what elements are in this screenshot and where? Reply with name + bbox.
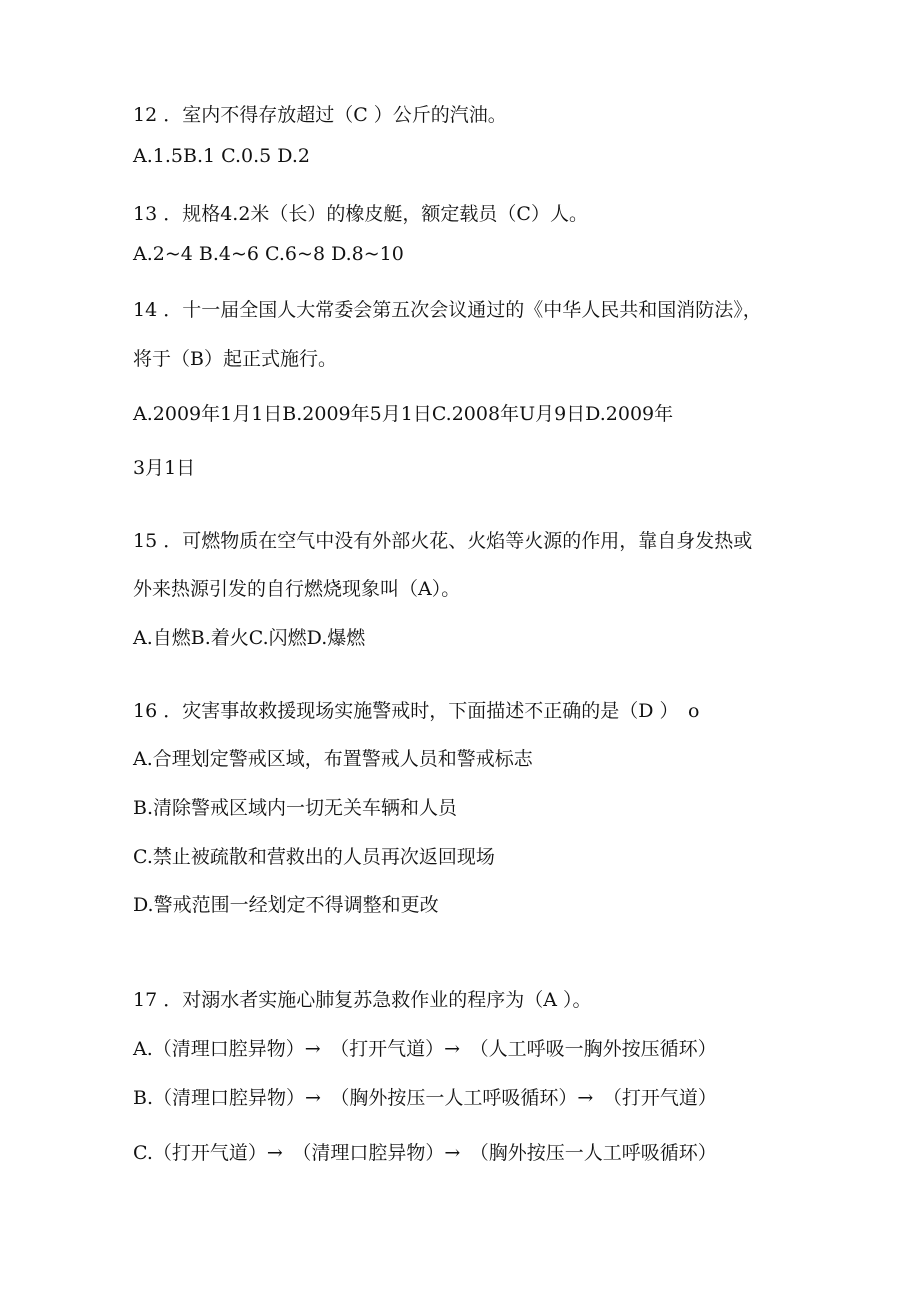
question-16-option-a: A.合理划定警戒区域，布置警戒人员和警戒标志 [133,748,533,770]
question-13-stem: 13 ．规格4.2米（长）的橡皮艇，额定载员（C）人。 [133,203,588,225]
question-17-option-b: B.（清理口腔异物）→ （胸外按压一人工呼吸循环）→ （打开气道） [133,1087,717,1109]
question-14-stem-line-2: 将于（B）起正式施行。 [133,348,337,370]
question-12-stem: 12 ．室内不得存放超过（C ）公斤的汽油。 [133,104,507,126]
question-17-option-a: A.（清理口腔异物）→ （打开气道）→ （人工呼吸一胸外按压循环） [133,1038,717,1060]
question-13-options: A.2~4 B.4~6 C.6~8 D.8~10 [133,243,404,265]
question-17-option-c: C.（打开气道）→ （清理口腔异物）→ （胸外按压一人工呼吸循环） [133,1142,717,1164]
question-14-stem-line-1: 14 ．十一届全国人大常委会第五次会议通过的《中华人民共和国消防法》， [133,299,762,321]
question-14-options-line-2: 3月1日 [133,457,196,479]
question-16-stem: 16 ．灾害事故救援现场实施警戒时，下面描述不正确的是（D ） o [133,700,700,722]
question-14-options-line-1: A.2009年1月1日B.2009年5月1日C.2008年U月9日D.2009年 [133,403,674,425]
question-12-options: A.1.5B.1 C.0.5 D.2 [133,145,310,167]
question-16-option-c: C.禁止被疏散和营救出的人员再次返回现场 [133,846,495,868]
question-15-stem-line-1: 15 ．可燃物质在空气中没有外部火花、火焰等火源的作用，靠自身发热或 [133,530,753,552]
question-16-option-b: B.清除警戒区域内一切无关车辆和人员 [133,797,458,819]
question-15-options: A.自燃B.着火C.闪燃D.爆燃 [133,627,366,649]
question-15-stem-line-2: 外来热源引发的自行燃烧现象叫（A）。 [133,578,461,600]
question-17-stem: 17 ．对溺水者实施心肺复苏急救作业的程序为（A ）。 [133,989,592,1011]
question-16-option-d: D.警戒范围一经划定不得调整和更改 [133,894,439,916]
